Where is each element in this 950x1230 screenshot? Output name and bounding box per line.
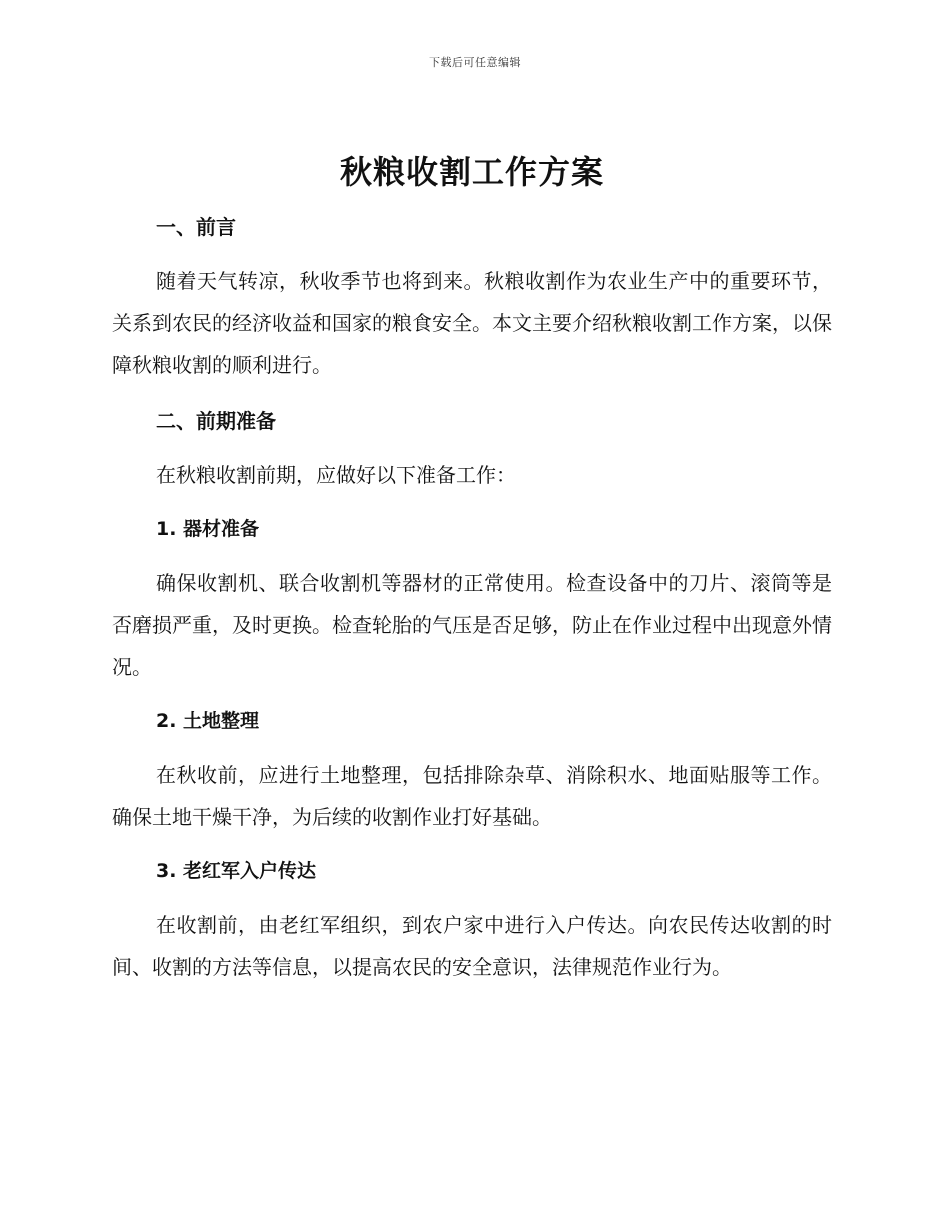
section-heading-intro: 一、前言 [156,215,236,239]
paragraph-outreach: 在收割前，由老红军组织，到农户家中进行入户传达。向农民传达收割的时间、收割的方法等信息，以提高农民的安全意识，法律规范作业行为。 [112,913,832,979]
document-body [112,148,832,988]
subsection-heading-outreach: 3. 老红军入户传达 [156,860,317,882]
paragraph-prep: 在秋粮收割前期，应做好以下准备工作： [156,463,516,487]
document-title: 秋粮收割工作方案 [339,153,604,191]
paragraph-equipment: 确保收割机、联合收割机等器材的正常使用。检查设备中的刀片、滚筒等是否磨损严重，及时更换。检查轮胎的气压是否足够，防止在作业过程中出现意外情况。 [112,571,832,679]
header-note: 下载后可任意编辑 [429,56,521,69]
paragraph-land: 在秋收前，应进行土地整理，包括排除杂草、消除积水、地面贴服等工作。确保土地干燥干净，为后续的收割作业打好基础。 [112,763,832,829]
subsection-heading-land: 2. 土地整理 [156,710,260,732]
paragraph-intro: 随着天气转凉，秋收季节也将到来。秋粮收割作为农业生产中的重要环节，关系到农民的经济收益和国家的粮食安全。本文主要介绍秋粮收割工作方案，以保障秋粮收割的顺利进行。 [112,269,832,377]
section-heading-prep: 二、前期准备 [156,409,276,433]
subsection-heading-equipment: 1. 器材准备 [156,518,260,540]
